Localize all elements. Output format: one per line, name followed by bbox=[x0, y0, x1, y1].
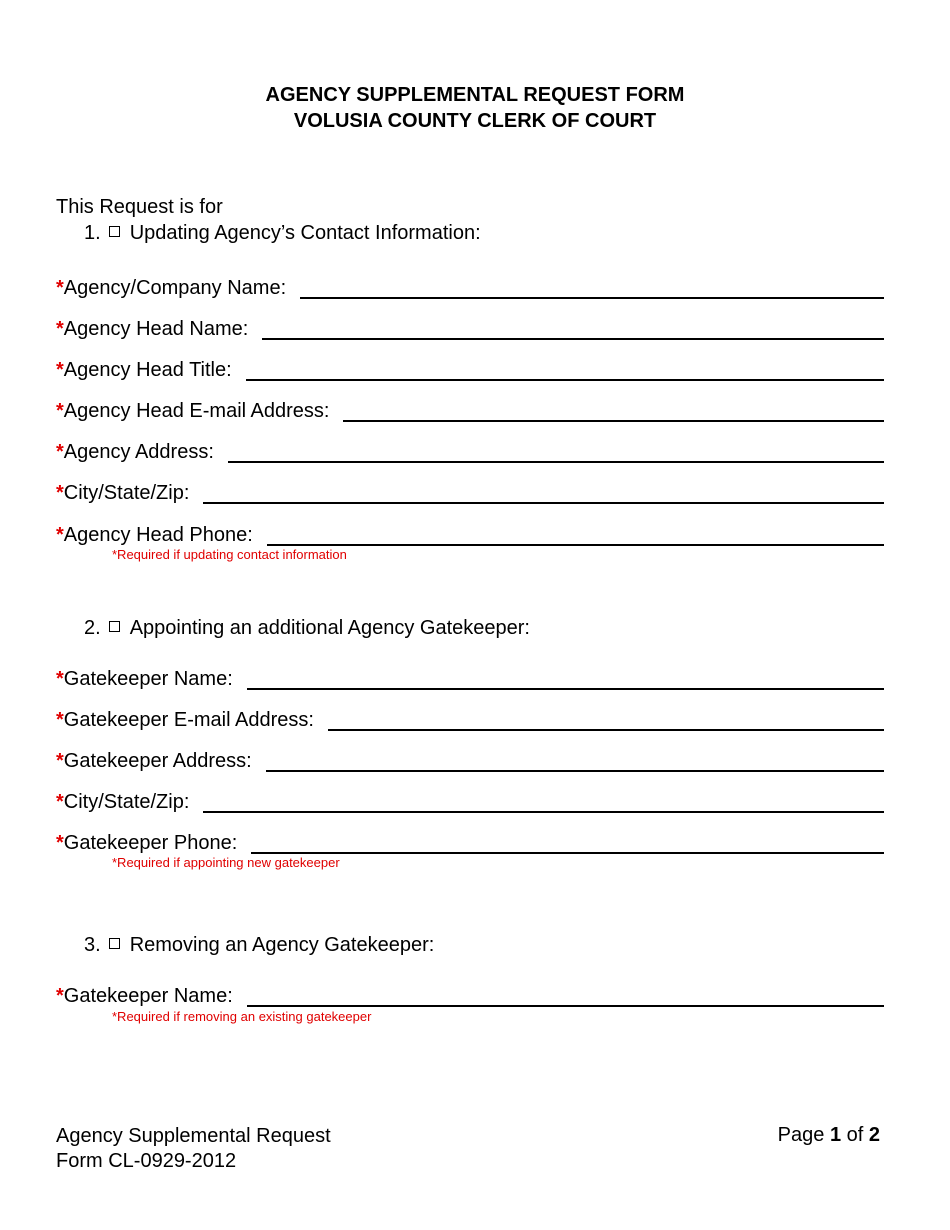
section-3-heading bbox=[84, 934, 434, 957]
agency-head-phone-input[interactable] bbox=[267, 528, 884, 546]
field-label: Agency Head Title: bbox=[63, 359, 232, 381]
required-marker: * bbox=[56, 832, 64, 854]
form-subtitle: VOLUSIA COUNTY CLERK OF COURT bbox=[293, 110, 657, 132]
gatekeeper-name-field bbox=[56, 665, 884, 691]
required-marker: * bbox=[56, 400, 64, 422]
form-title: AGENCY SUPPLEMENTAL REQUEST FORM bbox=[265, 84, 685, 106]
agency-head-name-field bbox=[56, 315, 884, 341]
page-indicator bbox=[778, 1124, 880, 1147]
section-1-required-note: *Required if updating contact information bbox=[112, 547, 347, 562]
agency-head-email-input[interactable] bbox=[343, 404, 884, 422]
page-total: 2 bbox=[868, 1124, 880, 1146]
gatekeeper-phone-field bbox=[56, 829, 884, 855]
agency-head-title-field bbox=[56, 356, 884, 382]
remove-gatekeeper-name-field bbox=[56, 982, 884, 1008]
section-2-checkbox[interactable] bbox=[109, 621, 120, 632]
agency-address-input[interactable] bbox=[228, 445, 884, 463]
agency-head-name-input[interactable] bbox=[262, 322, 884, 340]
required-marker: * bbox=[56, 668, 64, 690]
required-marker: * bbox=[56, 482, 64, 504]
required-marker: * bbox=[56, 985, 64, 1007]
field-label: Agency Head Name: bbox=[63, 318, 249, 340]
gatekeeper-name-input[interactable] bbox=[247, 672, 884, 690]
agency-head-phone-field bbox=[56, 521, 884, 547]
section-number: 1. bbox=[84, 222, 101, 244]
required-marker: * bbox=[56, 750, 64, 772]
required-marker: * bbox=[56, 791, 64, 813]
footer-form-id bbox=[56, 1124, 331, 1174]
gatekeeper-phone-input[interactable] bbox=[251, 836, 884, 854]
agency-company-name-input[interactable] bbox=[300, 281, 884, 299]
remove-gatekeeper-name-input[interactable] bbox=[247, 989, 884, 1007]
footer-form-number: Form CL-0929-2012 bbox=[56, 1150, 237, 1172]
field-label: Agency/Company Name: bbox=[63, 277, 287, 299]
field-label: Gatekeeper E-mail Address: bbox=[63, 709, 314, 731]
required-marker: * bbox=[56, 359, 64, 381]
gatekeeper-city-state-zip-field bbox=[56, 788, 884, 814]
section-3-required-note: *Required if removing an existing gatekeeper bbox=[112, 1009, 372, 1024]
section-heading-text: Updating Agency’s Contact Information: bbox=[129, 222, 481, 244]
gatekeeper-email-input[interactable] bbox=[328, 713, 884, 731]
gatekeeper-address-input[interactable] bbox=[266, 754, 884, 772]
field-label: Agency Address: bbox=[63, 441, 214, 463]
gatekeeper-address-field bbox=[56, 747, 884, 773]
field-label: Gatekeeper Name: bbox=[63, 985, 233, 1007]
required-marker: * bbox=[56, 524, 64, 546]
required-marker: * bbox=[56, 318, 64, 340]
section-heading-text: Appointing an additional Agency Gatekeeper: bbox=[129, 617, 530, 639]
footer-form-name: Agency Supplemental Request bbox=[56, 1125, 331, 1147]
section-2-heading bbox=[84, 617, 530, 640]
section-1-heading bbox=[84, 222, 481, 245]
agency-address-field bbox=[56, 438, 884, 464]
required-marker: * bbox=[56, 441, 64, 463]
section-1-checkbox[interactable] bbox=[109, 226, 120, 237]
section-heading-text: Removing an Agency Gatekeeper: bbox=[129, 934, 435, 956]
page-current: 1 bbox=[829, 1124, 842, 1146]
field-label: Agency Head E-mail Address: bbox=[63, 400, 330, 422]
page-of: of bbox=[846, 1124, 864, 1146]
field-label: Gatekeeper Phone: bbox=[63, 832, 238, 854]
field-label: Gatekeeper Name: bbox=[63, 668, 233, 690]
section-2-required-note: *Required if appointing new gatekeeper bbox=[112, 855, 340, 870]
field-label: Gatekeeper Address: bbox=[63, 750, 252, 772]
agency-city-state-zip-input[interactable] bbox=[203, 486, 884, 504]
field-label: City/State/Zip: bbox=[63, 791, 190, 813]
section-3-checkbox[interactable] bbox=[109, 938, 120, 949]
agency-head-email-field bbox=[56, 397, 884, 423]
section-number: 3. bbox=[84, 934, 101, 956]
section-number: 2. bbox=[84, 617, 101, 639]
agency-head-title-input[interactable] bbox=[246, 363, 884, 381]
field-label: City/State/Zip: bbox=[63, 482, 190, 504]
required-marker: * bbox=[56, 277, 64, 299]
agency-city-state-zip-field bbox=[56, 479, 884, 505]
agency-company-name-field bbox=[56, 274, 884, 300]
gatekeeper-email-field bbox=[56, 706, 884, 732]
gatekeeper-city-state-zip-input[interactable] bbox=[203, 795, 884, 813]
intro-text: This Request is for bbox=[56, 196, 223, 218]
required-marker: * bbox=[56, 709, 64, 731]
field-label: Agency Head Phone: bbox=[63, 524, 253, 546]
page-word: Page bbox=[777, 1124, 825, 1146]
